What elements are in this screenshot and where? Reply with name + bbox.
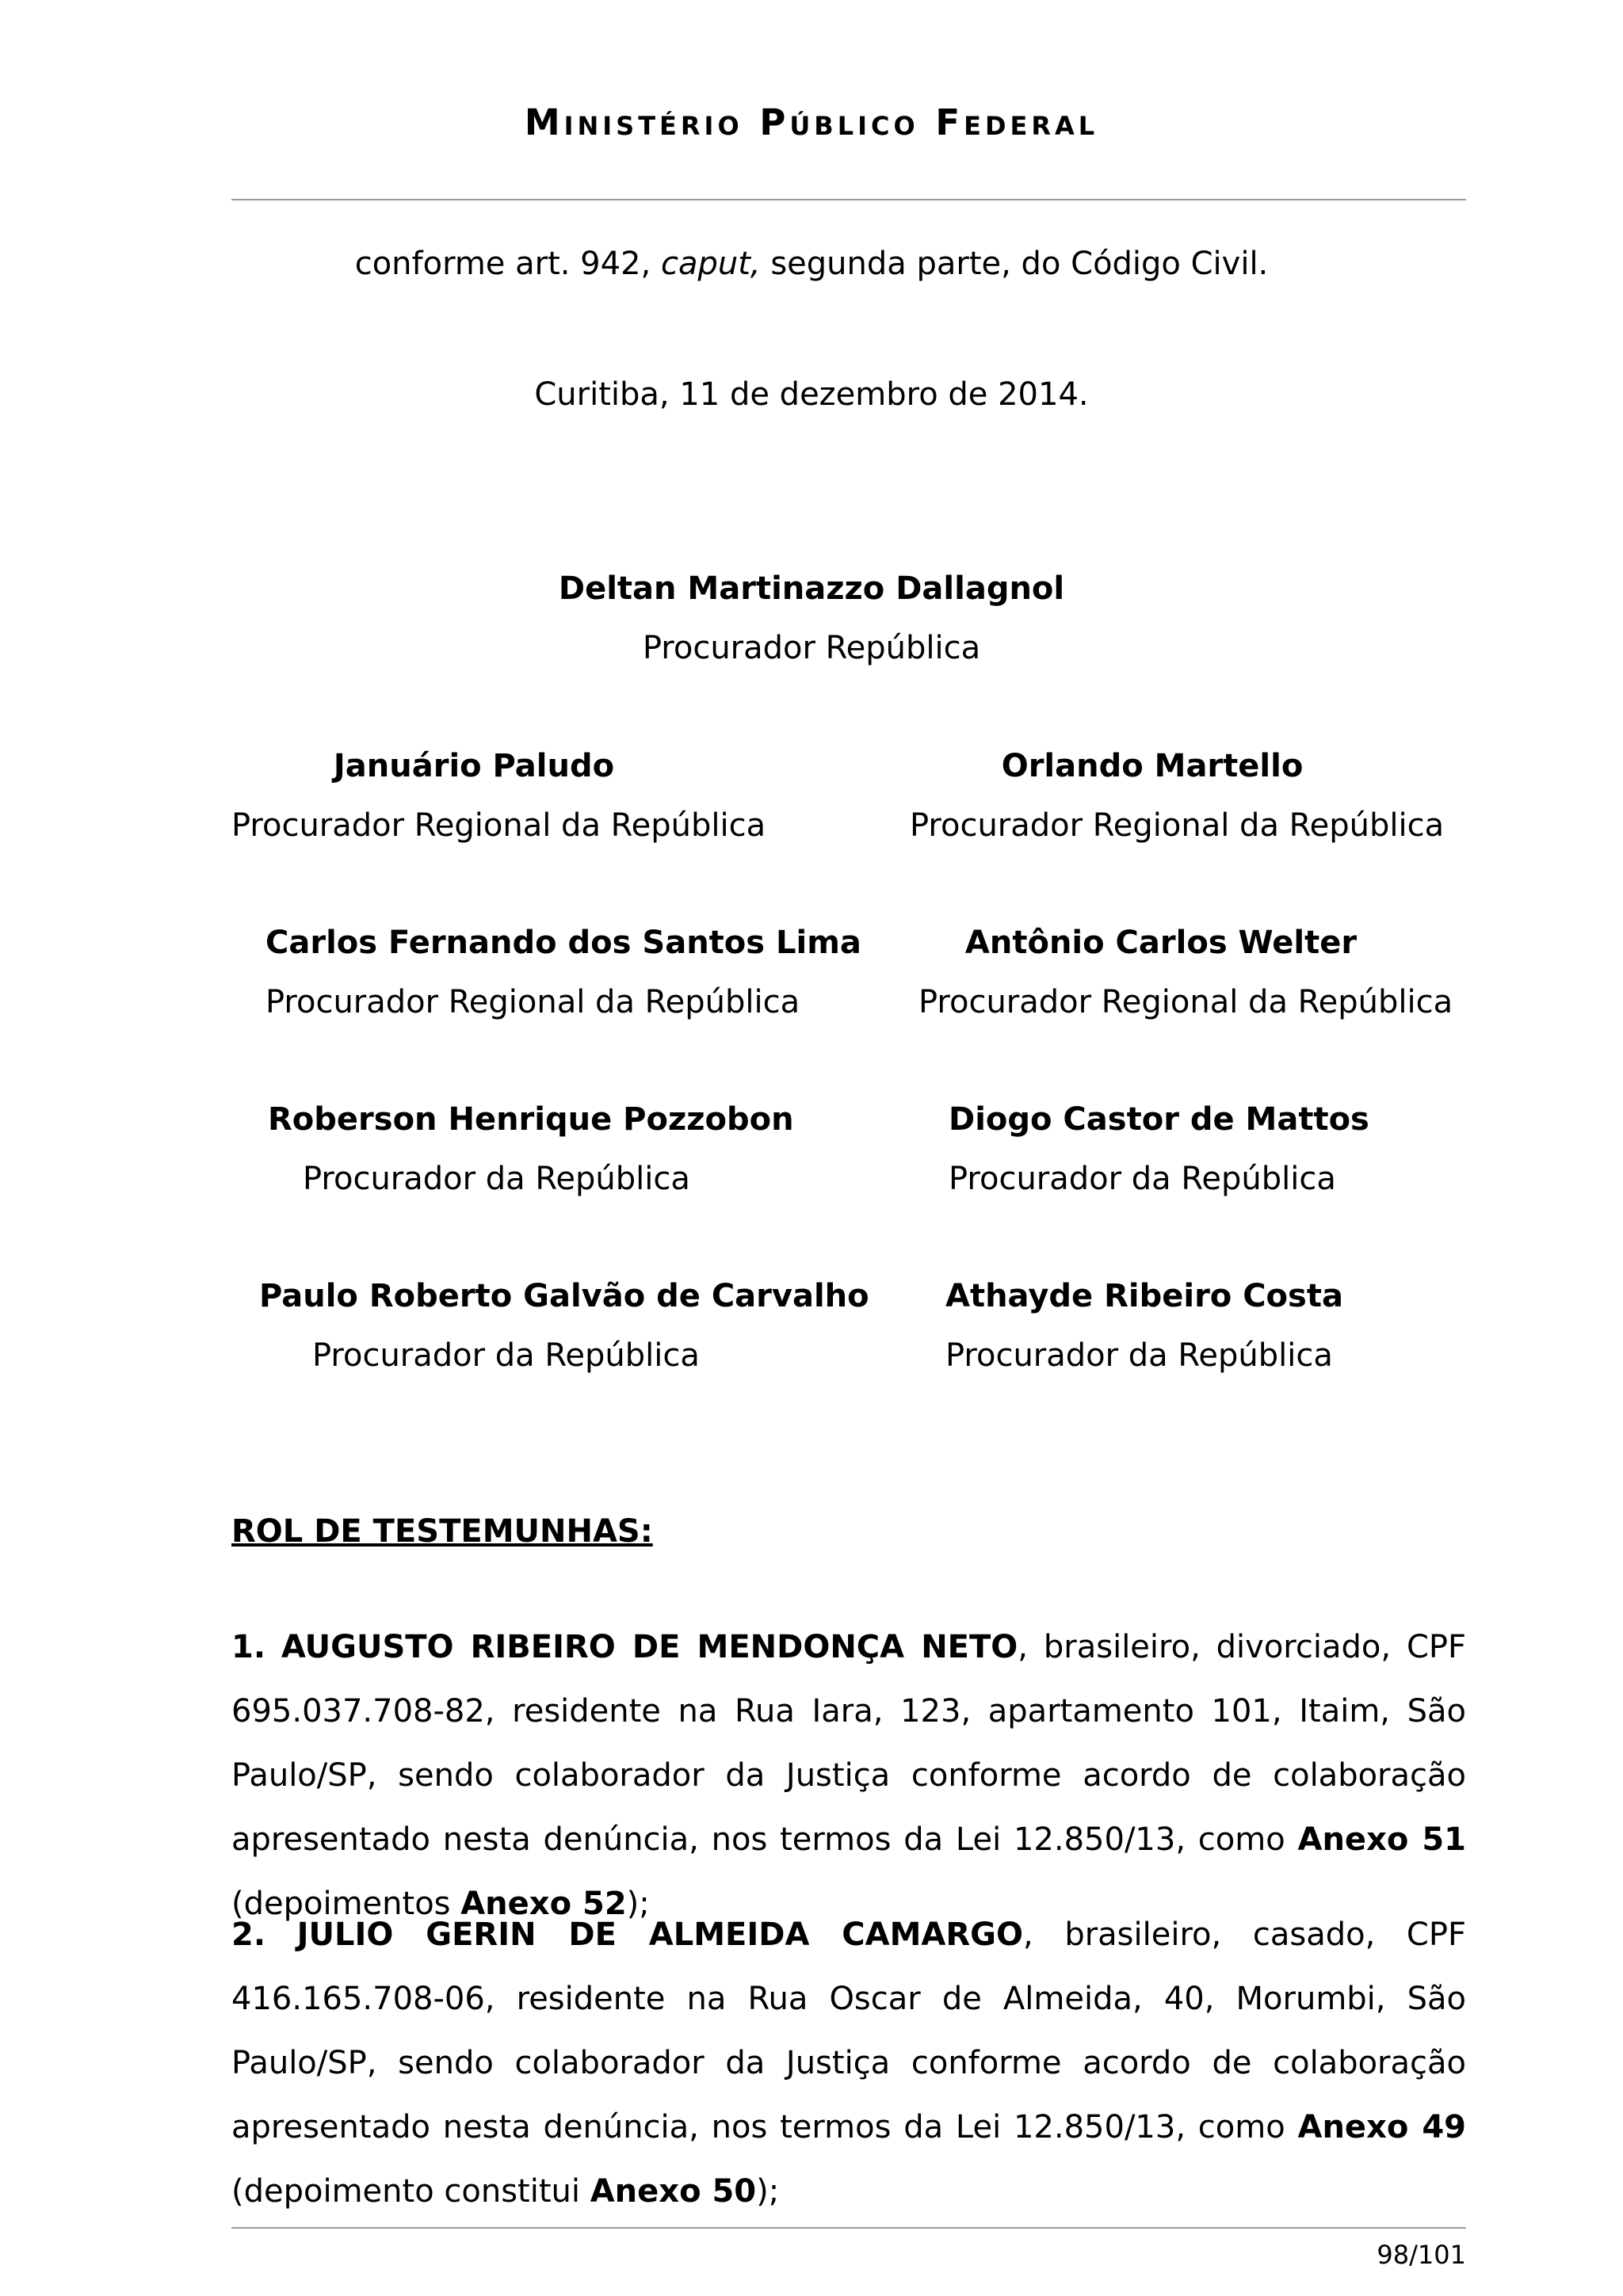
witness-heading: ROL DE TESTEMUNHAS: bbox=[231, 1513, 653, 1550]
signatory-name: Carlos Fernando dos Santos Lima bbox=[265, 925, 861, 961]
witness-annex: Anexo 52 bbox=[460, 1886, 627, 1922]
signatory-name: Roberson Henrique Pozzobon bbox=[268, 1101, 794, 1138]
witness-text-end: ); bbox=[626, 1886, 650, 1922]
signatory-name: Januário Paludo bbox=[333, 748, 615, 784]
lead-signatory-title: Procurador República bbox=[642, 630, 981, 666]
signatory-name: Antônio Carlos Welter bbox=[964, 925, 1358, 961]
signatory-name: Orlando Martello bbox=[1001, 748, 1304, 784]
witness-paragraph bbox=[231, 1615, 1466, 1936]
page-header-title: Ministério Público Federal bbox=[524, 101, 1099, 143]
footer-rule bbox=[231, 2227, 1466, 2229]
witness-number: 2. bbox=[231, 1917, 266, 1953]
signatory-name: Diogo Castor de Mattos bbox=[949, 1101, 1369, 1138]
witness-text: , brasileiro, divorciado, CPF 695.037.708-82, residente na Rua Iara, 123, apartamento 101, Itaim, São Paulo/SP, sendo colaborador da Justiça conforme acordo de colaboração apresentado nesta denúncia, nos termos da Lei 12.850/13, como bbox=[231, 1629, 1467, 1858]
witness-annex: Anexo 50 bbox=[590, 2173, 757, 2210]
lead-signatory-name: Deltan Martinazzo Dallagnol bbox=[558, 570, 1065, 607]
signatory-title: Procurador Regional da República bbox=[265, 984, 800, 1020]
witness-name: JULIO GERIN DE ALMEIDA CAMARGO bbox=[296, 1917, 1023, 1953]
witness-name: AUGUSTO RIBEIRO DE MENDONÇA NETO bbox=[281, 1629, 1018, 1665]
signatory-name: Paulo Roberto Galvão de Carvalho bbox=[259, 1278, 869, 1314]
intro-text-italic: caput, bbox=[660, 246, 761, 282]
witness-text-mid: (depoimentos bbox=[231, 1886, 461, 1922]
signatory-title: Procurador da República bbox=[303, 1161, 690, 1197]
signatory-title: Procurador da República bbox=[945, 1337, 1333, 1374]
intro-line bbox=[0, 246, 1623, 282]
signatory-title: Procurador Regional da República bbox=[910, 807, 1445, 844]
signatory-title: Procurador da República bbox=[312, 1337, 700, 1374]
signatory-name: Athayde Ribeiro Costa bbox=[945, 1278, 1343, 1314]
witness-text-end: ); bbox=[756, 2173, 780, 2210]
place-date: Curitiba, 11 de dezembro de 2014. bbox=[534, 376, 1089, 413]
header-rule bbox=[231, 199, 1466, 200]
signatory-title: Procurador Regional da República bbox=[231, 807, 766, 844]
witness-annex: Anexo 51 bbox=[1297, 1821, 1467, 1858]
witness-number: 1. bbox=[231, 1629, 266, 1665]
page-number: 98/101 bbox=[1377, 2240, 1466, 2270]
intro-text-before: conforme art. 942, bbox=[354, 246, 661, 282]
witness-text: , brasileiro, casado, CPF 416.165.708-06, residente na Rua Oscar de Almeida, 40, Morumbi, São Paulo/SP, sendo colaborador da Justiça conforme acordo de colaboração apresentado nesta denúncia, nos termos da Lei 12.850/13, como bbox=[231, 1917, 1466, 2145]
witness-annex: Anexo 49 bbox=[1297, 2109, 1467, 2145]
witness-paragraph bbox=[231, 1903, 1466, 2224]
signatory-title: Procurador Regional da República bbox=[918, 984, 1453, 1020]
signatory-title: Procurador da República bbox=[949, 1161, 1336, 1197]
intro-text-after: segunda parte, do Código Civil. bbox=[760, 246, 1269, 282]
witness-text-mid: (depoimento constitui bbox=[231, 2173, 590, 2210]
